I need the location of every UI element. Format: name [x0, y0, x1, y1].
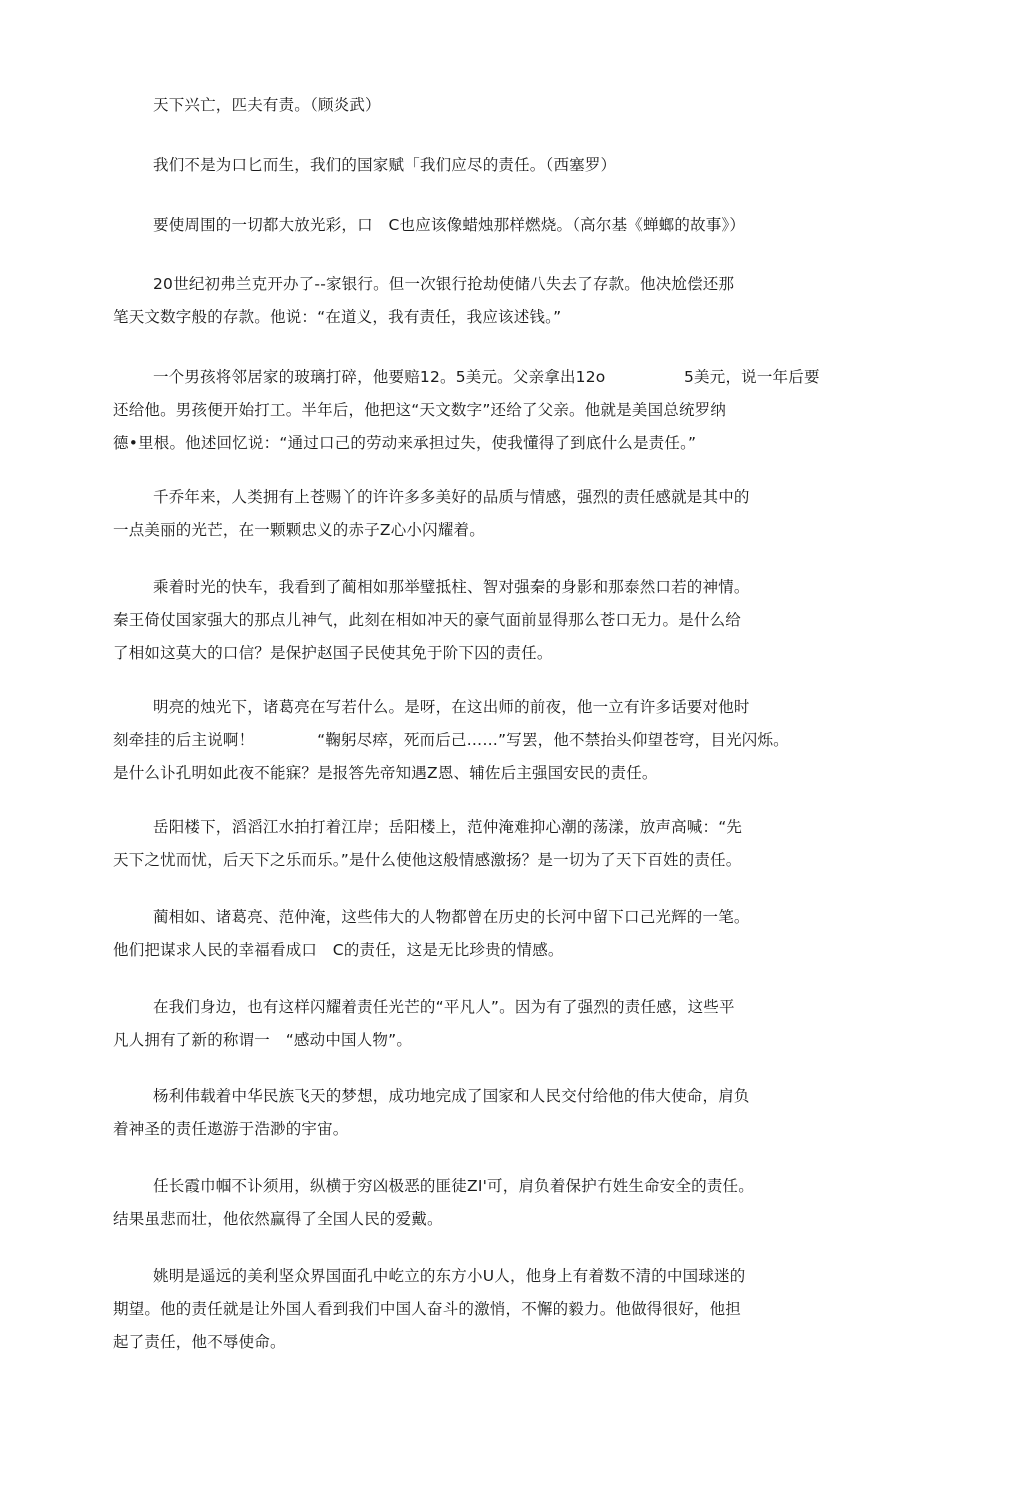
- text-line: 他们把谋求人民的幸福看成口 C的责任，这是无比珍贵的情感。: [113, 941, 564, 959]
- text-line: 任长霞巾帼不讣须用，纵横于穷凶极恶的匪徒ZI'可，肩负着保护冇姓生命安全的责任。: [153, 1177, 754, 1195]
- text-line: 了相如这莫大的口信？是保护赵国子民使其免于阶下囚的责任。: [113, 644, 553, 662]
- text-line: 岳阳楼下，滔滔江水拍打着江岸；岳阳楼上，范仲淹难抑心潮的荡漾，放声高喊：“先: [153, 818, 743, 836]
- paragraph-zhuge-liang: [113, 691, 913, 790]
- quote-gorky: [113, 209, 913, 242]
- text-line: 结果虽悲而壮，他依然赢得了全国人民的爱戴。: [113, 1210, 443, 1228]
- text-line: 要使周围的一切都大放光彩，口 C也应该像蜡烛那样燃烧。（高尔基《蝉螂的故事》）: [153, 216, 746, 234]
- text-line: 杨利伟载着中华民族飞天的梦想，成功地完成了国家和人民交付给他的伟大使命，肩负: [153, 1087, 750, 1105]
- paragraph-ren-changxia: [113, 1170, 913, 1236]
- text-line: 一点美丽的光芒，在一颗颗忠义的赤子Z心小闪耀着。: [113, 521, 485, 539]
- text-line: 在我们身边，也有这样闪耀着责任光芒的“平凡人”。因为有了强烈的责任感，这些平: [153, 998, 735, 1016]
- text-line: 天下之忧而忧，后天下之乐而乐。”是什么使他这般情感激扬？是一切为了天下百姓的责任。: [113, 851, 742, 869]
- paragraph-ordinary-people: [113, 991, 913, 1057]
- paragraph-yao-ming: [113, 1260, 913, 1359]
- paragraph-reagan: [113, 361, 913, 460]
- text-line: 乘着时光的快车，我看到了蔺相如那举璧抵柱、智对强秦的身影和那泰然口若的神情。: [153, 578, 750, 596]
- paragraph-historical-figures: [113, 901, 913, 967]
- paragraph-lin-xiangru: [113, 571, 913, 670]
- text-line: 明亮的烛光下，诸葛亮在写若什么。是呀，在这出师的前夜，他一立有许多话要对他时: [153, 698, 750, 716]
- text-line: 一个男孩将邻居家的玻璃打碎，他要赔12。5美元。父亲拿出12o 5美元，说一年后要: [153, 368, 820, 386]
- text-line: 凡人拥有了新的称谓一 “感动中国人物”。: [113, 1031, 413, 1049]
- paragraph-yang-liwei: [113, 1080, 913, 1146]
- text-line: 天下兴亡，匹夫有责。（顾炎武）: [153, 96, 381, 114]
- text-line: 蔺相如、诸葛亮、范仲淹，这些伟大的人物都曾在历史的长河中留下口己光辉的一笔。: [153, 908, 750, 926]
- text-line: 着神圣的责任遨游于浩渺的宇宙。: [113, 1120, 349, 1138]
- paragraph-fan-zhongyan: [113, 811, 913, 877]
- text-line: 20世纪初弗兰克开办了--家银行。但一次银行抢劫使储八失去了存款。他决尬偿还那: [153, 275, 735, 293]
- quote-gu-yanwu: [113, 89, 913, 122]
- text-line: 是什么讣孔明如此夜不能寐？是报答先帝知遇Z恩、辅佐后主强国安民的责任。: [113, 764, 658, 782]
- text-line: 秦王倚仗国家强大的那点儿神气，此刻在相如冲天的豪气面前显得那么苍口无力。是什么给: [113, 611, 742, 629]
- text-line: 千乔年来，人类拥有上苍赐丫的许许多多美好的品质与情感，强烈的责任感就是其中的: [153, 488, 750, 506]
- text-line: 还给他。男孩便开始打工。半年后，他把这“天文数字”还给了父亲。他就是美国总统罗纳: [113, 401, 727, 419]
- text-line: 德•里根。他述回忆说：“通过口己的劳动来承担过失，使我懂得了到底什么是责任。”: [113, 434, 697, 452]
- text-line: 笔天文数字般的存款。他说：“在道义，我有责任，我应该述钱。”: [113, 308, 562, 326]
- text-line: 期望。他的责任就是让外国人看到我们中国人奋斗的激悄，不懈的毅力。他做得很好，他担: [113, 1300, 742, 1318]
- paragraph-responsibility-light: [113, 481, 913, 547]
- text-line: 刻牵挂的后主说啊！ “鞠躬尽瘁，死而后己……”写罢，他不禁抬头仰望苍穹，目光闪烁。: [113, 731, 789, 749]
- text-line: 姚明是遥远的美利坚众界国面孔中屹立的东方小U人，他身上有着数不清的中国球迷的: [153, 1267, 746, 1285]
- text-line: 起了责任，他不辱使命。: [113, 1333, 286, 1351]
- paragraph-frank-bank: [113, 268, 913, 334]
- quote-cicero: [113, 149, 913, 182]
- text-line: 我们不是为口匕而生，我们的国家赋「我们应尽的责任。（西塞罗）: [153, 156, 617, 174]
